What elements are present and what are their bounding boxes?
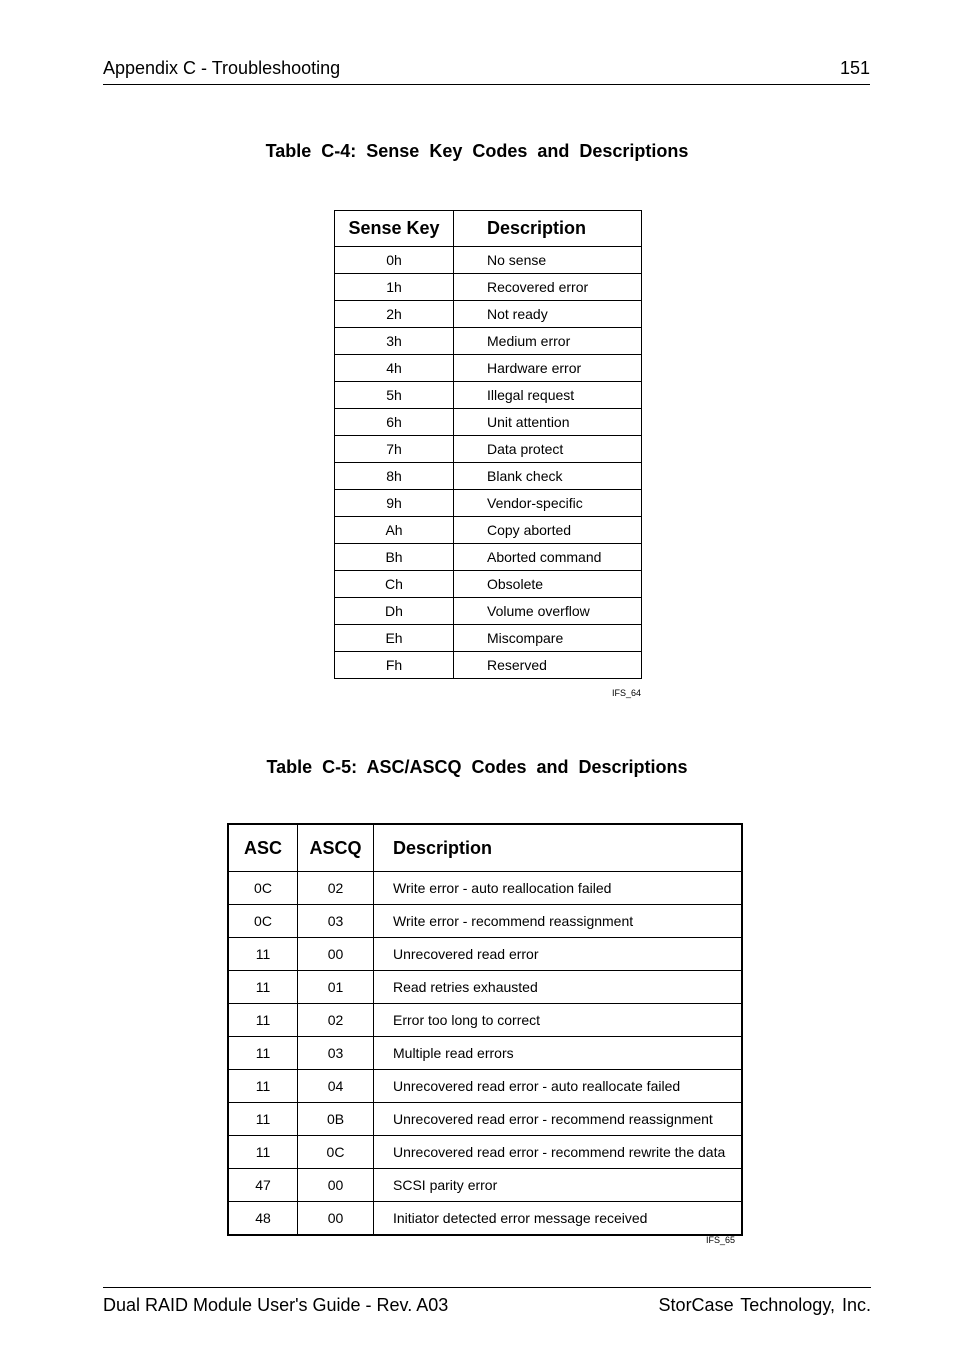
table-row bbox=[228, 1103, 742, 1136]
sense-key-cell: 3h bbox=[335, 328, 454, 355]
description-cell: Volume overflow bbox=[454, 598, 642, 625]
description-cell: Vendor-specific bbox=[454, 490, 642, 517]
company-name: StorCase Technology, Inc. bbox=[658, 1295, 871, 1315]
asc-cell: 11 bbox=[228, 1004, 298, 1037]
description-cell: Unit attention bbox=[454, 409, 642, 436]
table-row bbox=[335, 490, 642, 517]
description-cell: Unrecovered read error - recommend rewrite the data bbox=[374, 1136, 743, 1169]
asc-cell: 11 bbox=[228, 1103, 298, 1136]
ascq-cell: 02 bbox=[298, 872, 374, 905]
table-row bbox=[335, 328, 642, 355]
ascq-cell: 00 bbox=[298, 1169, 374, 1202]
description-cell: Initiator detected error message received bbox=[374, 1202, 743, 1236]
table-row bbox=[335, 517, 642, 544]
table-row bbox=[228, 1037, 742, 1070]
ascq-cell: 0C bbox=[298, 1136, 374, 1169]
table-row bbox=[335, 382, 642, 409]
sense-key-cell: 6h bbox=[335, 409, 454, 436]
figure-id: IFS_64 bbox=[612, 688, 642, 698]
column-header-asc: ASC bbox=[228, 824, 298, 872]
sense-key-table bbox=[334, 210, 642, 679]
table-row bbox=[335, 436, 642, 463]
ascq-cell: 00 bbox=[298, 1202, 374, 1236]
table-row bbox=[335, 625, 642, 652]
asc-cell: 48 bbox=[228, 1202, 298, 1236]
column-header-description: Description bbox=[454, 211, 642, 247]
page-footer bbox=[103, 1287, 871, 1318]
figure-id: IFS_65 bbox=[706, 1235, 736, 1245]
description-cell: Read retries exhausted bbox=[374, 971, 743, 1004]
description-cell: SCSI parity error bbox=[374, 1169, 743, 1202]
sense-key-cell: Bh bbox=[335, 544, 454, 571]
sense-key-cell: Ah bbox=[335, 517, 454, 544]
asc-ascq-table-body bbox=[228, 872, 742, 1236]
description-cell: Unrecovered read error bbox=[374, 938, 743, 971]
ascq-cell: 00 bbox=[298, 938, 374, 971]
description-cell: Multiple read errors bbox=[374, 1037, 743, 1070]
description-cell: Hardware error bbox=[454, 355, 642, 382]
table-row bbox=[228, 1136, 742, 1169]
asc-cell: 11 bbox=[228, 971, 298, 1004]
table-row bbox=[228, 938, 742, 971]
table-header-row bbox=[335, 211, 642, 247]
sense-key-cell: 1h bbox=[335, 274, 454, 301]
description-cell: Illegal request bbox=[454, 382, 642, 409]
table-header-row bbox=[228, 824, 742, 872]
table-row bbox=[335, 409, 642, 436]
column-header-description: Description bbox=[374, 824, 743, 872]
description-cell: Not ready bbox=[454, 301, 642, 328]
asc-cell: 0C bbox=[228, 905, 298, 938]
sense-key-table-body bbox=[335, 247, 642, 679]
table-row bbox=[335, 247, 642, 274]
asc-ascq-table bbox=[227, 823, 743, 1236]
asc-cell: 11 bbox=[228, 938, 298, 971]
ascq-cell: 03 bbox=[298, 1037, 374, 1070]
page-header bbox=[103, 56, 870, 85]
table-row bbox=[335, 571, 642, 598]
ascq-cell: 02 bbox=[298, 1004, 374, 1037]
description-cell: Data protect bbox=[454, 436, 642, 463]
description-cell: Miscompare bbox=[454, 625, 642, 652]
table-row bbox=[228, 1070, 742, 1103]
table-row bbox=[335, 274, 642, 301]
table-row bbox=[228, 905, 742, 938]
description-cell: Aborted command bbox=[454, 544, 642, 571]
sense-key-cell: 5h bbox=[335, 382, 454, 409]
sense-key-cell: 2h bbox=[335, 301, 454, 328]
table-c4-caption: Table C-4: Sense Key Codes and Descriptions bbox=[265, 141, 689, 161]
asc-cell: 0C bbox=[228, 872, 298, 905]
sense-key-cell: 4h bbox=[335, 355, 454, 382]
table-c5-caption: Table C-5: ASC/ASCQ Codes and Descriptions bbox=[266, 757, 688, 777]
sense-key-cell: Ch bbox=[335, 571, 454, 598]
description-cell: Medium error bbox=[454, 328, 642, 355]
table-row bbox=[228, 971, 742, 1004]
sense-key-cell: Fh bbox=[335, 652, 454, 679]
section-title: Appendix C - Troubleshooting bbox=[103, 58, 341, 78]
ascq-cell: 04 bbox=[298, 1070, 374, 1103]
ascq-cell: 03 bbox=[298, 905, 374, 938]
description-cell: Reserved bbox=[454, 652, 642, 679]
sense-key-cell: 0h bbox=[335, 247, 454, 274]
table-row bbox=[228, 872, 742, 905]
description-cell: Unrecovered read error - auto reallocate failed bbox=[374, 1070, 743, 1103]
table-row bbox=[335, 301, 642, 328]
asc-cell: 47 bbox=[228, 1169, 298, 1202]
asc-cell: 11 bbox=[228, 1070, 298, 1103]
description-cell: Write error - recommend reassignment bbox=[374, 905, 743, 938]
description-cell: Copy aborted bbox=[454, 517, 642, 544]
column-header-sense-key: Sense Key bbox=[335, 211, 454, 247]
table-row bbox=[228, 1004, 742, 1037]
sense-key-cell: Dh bbox=[335, 598, 454, 625]
description-cell: Write error - auto reallocation failed bbox=[374, 872, 743, 905]
column-header-ascq: ASCQ bbox=[298, 824, 374, 872]
table-row bbox=[228, 1169, 742, 1202]
description-cell: Obsolete bbox=[454, 571, 642, 598]
sense-key-cell: Eh bbox=[335, 625, 454, 652]
table-row bbox=[335, 463, 642, 490]
table-row bbox=[335, 598, 642, 625]
ascq-cell: 01 bbox=[298, 971, 374, 1004]
document-title: Dual RAID Module User's Guide - Rev. A03 bbox=[103, 1295, 449, 1315]
sense-key-cell: 8h bbox=[335, 463, 454, 490]
ascq-cell: 0B bbox=[298, 1103, 374, 1136]
description-cell: Recovered error bbox=[454, 274, 642, 301]
sense-key-cell: 7h bbox=[335, 436, 454, 463]
description-cell: Unrecovered read error - recommend reassignment bbox=[374, 1103, 743, 1136]
description-cell: Error too long to correct bbox=[374, 1004, 743, 1037]
page-number: 151 bbox=[839, 58, 870, 78]
table-row bbox=[335, 544, 642, 571]
table-row bbox=[335, 355, 642, 382]
description-cell: Blank check bbox=[454, 463, 642, 490]
table-row bbox=[228, 1202, 742, 1236]
asc-cell: 11 bbox=[228, 1136, 298, 1169]
table-row bbox=[335, 652, 642, 679]
asc-cell: 11 bbox=[228, 1037, 298, 1070]
sense-key-cell: 9h bbox=[335, 490, 454, 517]
description-cell: No sense bbox=[454, 247, 642, 274]
